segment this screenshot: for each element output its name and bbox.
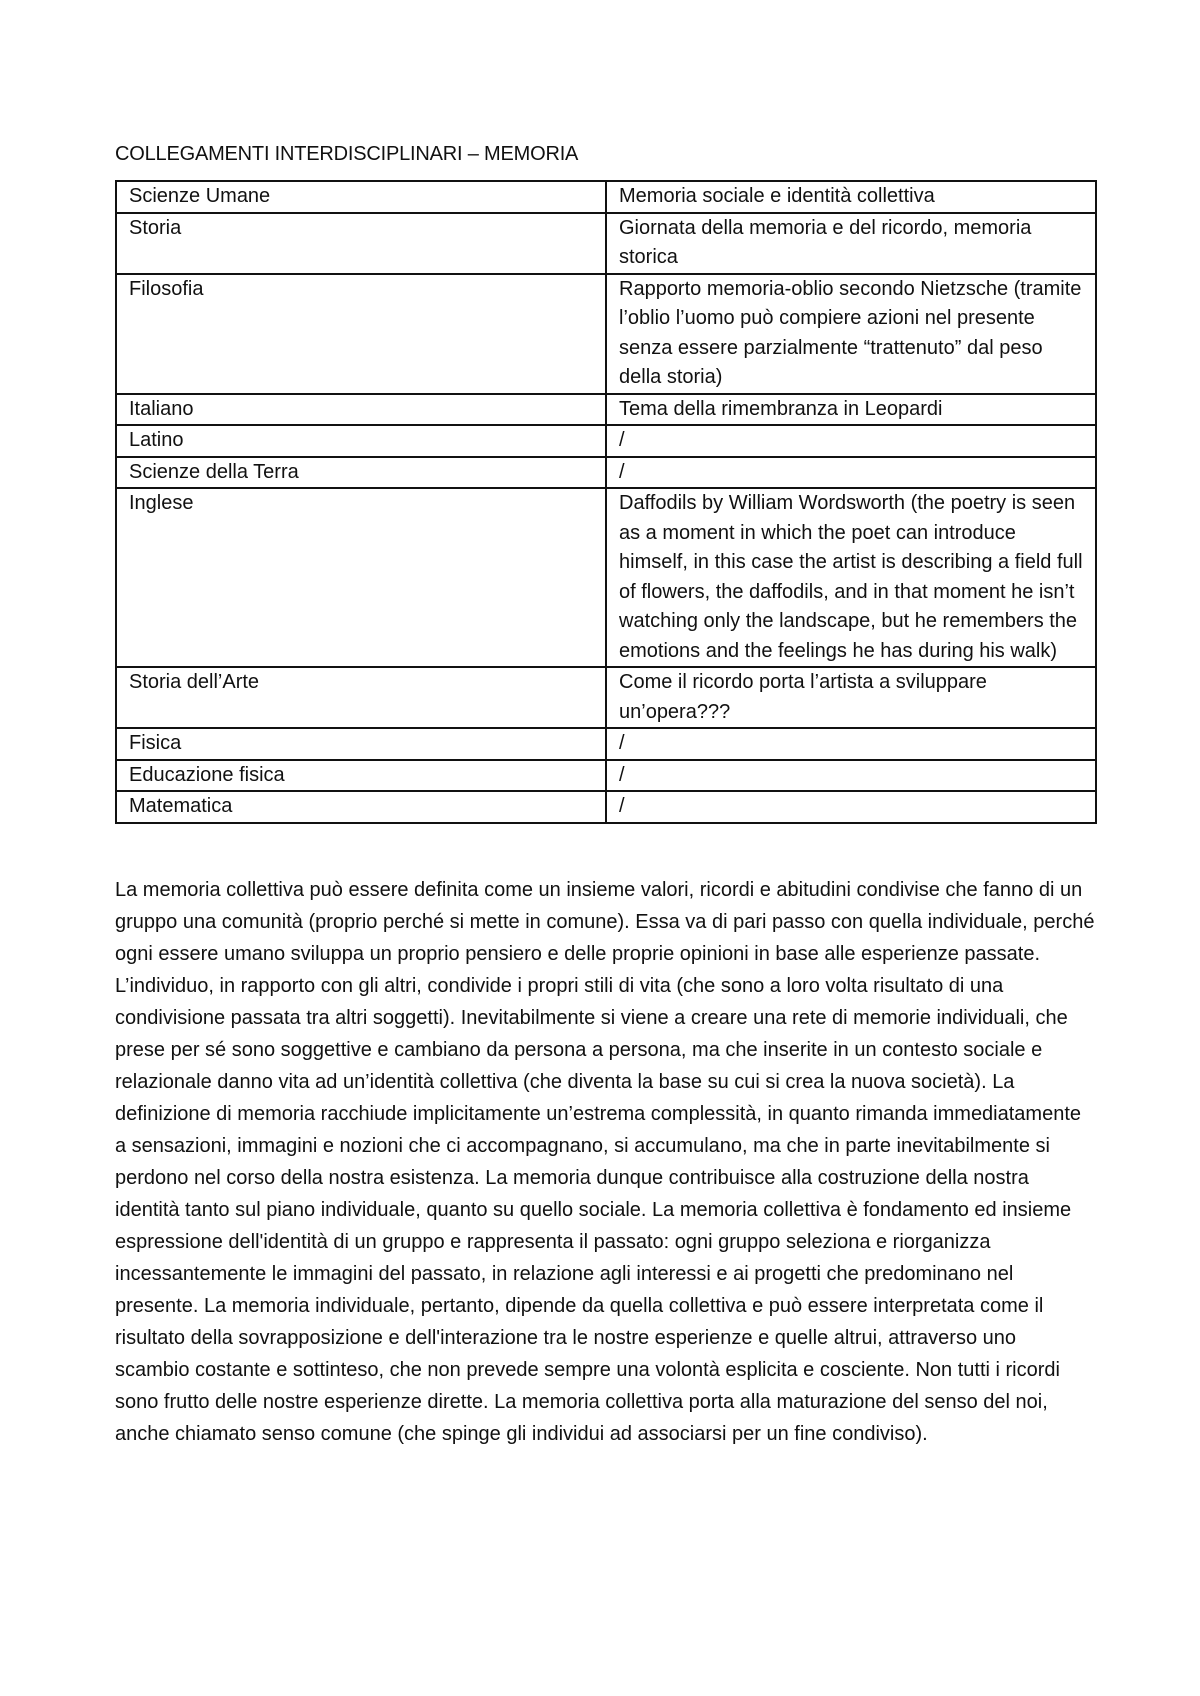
subject-cell: Educazione fisica	[116, 760, 606, 792]
topic-cell: /	[606, 457, 1096, 489]
subject-cell: Fisica	[116, 728, 606, 760]
table-row	[116, 728, 1096, 760]
table-row	[116, 760, 1096, 792]
subject-cell: Storia	[116, 213, 606, 274]
subject-cell: Latino	[116, 425, 606, 457]
topic-cell: Giornata della memoria e del ricordo, memoria storica	[606, 213, 1096, 274]
table-row	[116, 425, 1096, 457]
topic-cell: Memoria sociale e identità collettiva	[606, 181, 1096, 213]
topic-cell: Daffodils by William Wordsworth (the poetry is seen as a moment in which the poet can introduce himself, in this case the artist is describing a field full of flowers, the daffodils, and in that moment he isn’t watching only the landscape, but he remembers the emotions and the feelings he has during his walk)	[606, 488, 1096, 667]
subject-cell: Filosofia	[116, 274, 606, 394]
table-row	[116, 667, 1096, 728]
topic-cell: Rapporto memoria-oblio secondo Nietzsche (tramite l’oblio l’uomo può compiere azioni nel presente senza essere parzialmente “trattenuto” dal peso della storia)	[606, 274, 1096, 394]
table-row	[116, 488, 1096, 667]
topic-cell: /	[606, 791, 1096, 823]
subject-cell: Inglese	[116, 488, 606, 667]
table-row	[116, 791, 1096, 823]
subjects-table	[115, 180, 1097, 824]
table-row	[116, 181, 1096, 213]
topic-cell: /	[606, 728, 1096, 760]
subject-cell: Scienze Umane	[116, 181, 606, 213]
topic-cell: Come il ricordo porta l’artista a sviluppare un’opera???	[606, 667, 1096, 728]
table-row	[116, 213, 1096, 274]
table-row	[116, 457, 1096, 489]
table-row	[116, 394, 1096, 426]
topic-cell: /	[606, 760, 1096, 792]
subject-cell: Storia dell’Arte	[116, 667, 606, 728]
table-row	[116, 274, 1096, 394]
body-paragraph: La memoria collettiva può essere definita come un insieme valori, ricordi e abitudini condivise che fanno di un gruppo una comunità (proprio perché si mette in comune). Essa va di pari passo con quella individuale, perché ogni essere umano sviluppa un proprio pensiero e delle proprie opinioni in base alle esperienze passate. L’individuo, in rapporto con gli altri, condivide i propri stili di vita (che sono a loro volta risultato di una condivisione passata tra altri soggetti). Inevitabilmente si viene a creare una rete di memorie individuali, che prese per sé sono soggettive e cambiano da persona a persona, ma che inserite in un contesto sociale e relazionale danno vita ad un’identità collettiva (che diventa la base su cui si crea la nuova società). La definizione di memoria racchiude implicitamente un’estrema complessità, in quanto rimanda immediatamente a sensazioni, immagini e nozioni che ci accompagnano, si accumulano, ma che in parte inevitabilmente si perdono nel corso della nostra esistenza. La memoria dunque contribuisce alla costruzione della nostra identità tanto sul piano individuale, quanto su quello sociale. La memoria collettiva è fondamento ed insieme espressione dell'identità di un gruppo e rappresenta il passato: ogni gruppo seleziona e riorganizza incessantemente le immagini del passato, in relazione agli interessi e ai progetti che predominano nel presente. La memoria individuale, pertanto, dipende da quella collettiva e può essere interpretata come il risultato della sovrapposizione e dell'interazione tra le nostre esperienze e quelle altrui, attraverso uno scambio costante e sottinteso, che non prevede sempre una volontà esplicita e cosciente. Non tutti i ricordi sono frutto delle nostre esperienze dirette. La memoria collettiva porta alla maturazione del senso del noi, anche chiamato senso comune (che spinge gli individui ad associarsi per un fine condiviso).	[115, 878, 1095, 1445]
document-page	[115, 140, 1095, 1470]
document-title: COLLEGAMENTI INTERDISCIPLINARI – MEMORIA	[115, 143, 579, 165]
topic-cell: Tema della rimembranza in Leopardi	[606, 394, 1096, 426]
subject-cell: Italiano	[116, 394, 606, 426]
subject-cell: Matematica	[116, 791, 606, 823]
subject-cell: Scienze della Terra	[116, 457, 606, 489]
topic-cell: /	[606, 425, 1096, 457]
